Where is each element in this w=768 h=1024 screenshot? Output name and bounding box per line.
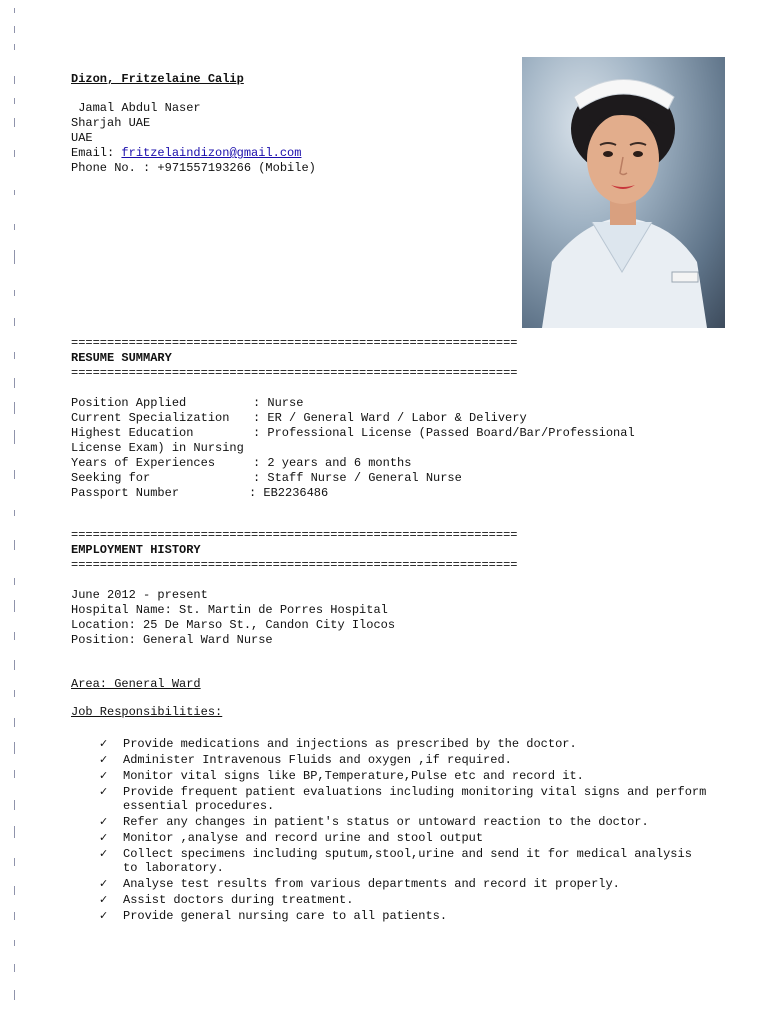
list-item: ✓ Provide frequent patient evaluations including monitoring vital signs and perform essential procedures. bbox=[99, 785, 707, 813]
summary-row: License Exam) in Nursing bbox=[71, 441, 244, 455]
section-rule: ============================================================== bbox=[71, 558, 518, 572]
list-item: ✓ Monitor vital signs like BP,Temperature,Pulse etc and record it. bbox=[99, 769, 584, 783]
phone-line: Phone No. : +971557193266 (Mobile) bbox=[71, 161, 316, 175]
check-icon: ✓ bbox=[99, 753, 109, 766]
resume-summary-section bbox=[71, 336, 711, 501]
profile-photo bbox=[522, 57, 725, 328]
list-item: ✓ Analyse test results from various departments and record it properly. bbox=[99, 877, 620, 891]
list-item: ✓ Provide medications and injections as prescribed by the doctor. bbox=[99, 737, 577, 751]
address-line: UAE bbox=[71, 131, 93, 145]
check-icon: ✓ bbox=[99, 831, 109, 844]
section-rule: ============================================================== bbox=[71, 336, 518, 350]
list-item: ✓ Refer any changes in patient's status or untoward reaction to the doctor. bbox=[99, 815, 649, 829]
profile-photo-illustration bbox=[522, 57, 725, 328]
list-item: ✓ Assist doctors during treatment. bbox=[99, 893, 354, 907]
list-item: ✓ Provide general nursing care to all patients. bbox=[99, 909, 448, 923]
address-line: Jamal Abdul Naser bbox=[78, 101, 201, 115]
check-icon: ✓ bbox=[99, 769, 109, 782]
address-line: Sharjah UAE bbox=[71, 116, 151, 130]
responsibilities-list bbox=[71, 737, 711, 923]
summary-row: Position Applied : Nurse bbox=[71, 396, 304, 410]
list-item: ✓ Monitor ,analyse and record urine and stool output bbox=[99, 831, 484, 845]
check-icon: ✓ bbox=[99, 877, 109, 890]
list-item: ✓ Administer Intravenous Fluids and oxygen ,if required. bbox=[99, 753, 512, 767]
email-line: Email: fritzelaindizon@gmail.com bbox=[71, 146, 302, 160]
responsibilities-heading: Job Responsibilities: bbox=[71, 705, 223, 719]
hospital-location: Location: 25 De Marso St., Candon City Ilocos bbox=[71, 618, 396, 632]
section-title: EMPLOYMENT HISTORY bbox=[71, 543, 201, 557]
check-icon: ✓ bbox=[99, 815, 109, 828]
summary-row: Seeking for : Staff Nurse / General Nurse bbox=[71, 471, 462, 485]
check-icon: ✓ bbox=[99, 785, 109, 798]
check-icon: ✓ bbox=[99, 737, 109, 750]
email-link[interactable]: fritzelaindizon@gmail.com bbox=[121, 146, 302, 160]
summary-row: Highest Education : Professional License (Passed Board/Bar/Professional bbox=[71, 426, 635, 440]
margin-scan-marks bbox=[14, 0, 26, 1024]
employment-period: June 2012 - present bbox=[71, 588, 208, 602]
candidate-name: Dizon, Fritzelaine Calip bbox=[71, 72, 244, 86]
check-icon: ✓ bbox=[99, 847, 109, 860]
check-icon: ✓ bbox=[99, 893, 109, 906]
list-item: ✓ Collect specimens including sputum,stool,urine and send it for medical analysis to laboratory. bbox=[99, 847, 692, 875]
summary-row: Years of Experiences : 2 years and 6 months bbox=[71, 456, 412, 470]
summary-row: Passport Number : EB2236486 bbox=[71, 486, 329, 500]
hospital-name: Hospital Name: St. Martin de Porres Hospital bbox=[71, 603, 388, 617]
section-rule: ============================================================== bbox=[71, 528, 518, 542]
job-position: Position: General Ward Nurse bbox=[71, 633, 273, 647]
work-area: Area: General Ward bbox=[71, 677, 201, 691]
section-title: RESUME SUMMARY bbox=[71, 351, 172, 365]
section-rule: ============================================================== bbox=[71, 366, 518, 380]
employment-history-section bbox=[71, 528, 711, 925]
summary-row: Current Specialization : ER / General Ward / Labor & Delivery bbox=[71, 411, 527, 425]
check-icon: ✓ bbox=[99, 909, 109, 922]
